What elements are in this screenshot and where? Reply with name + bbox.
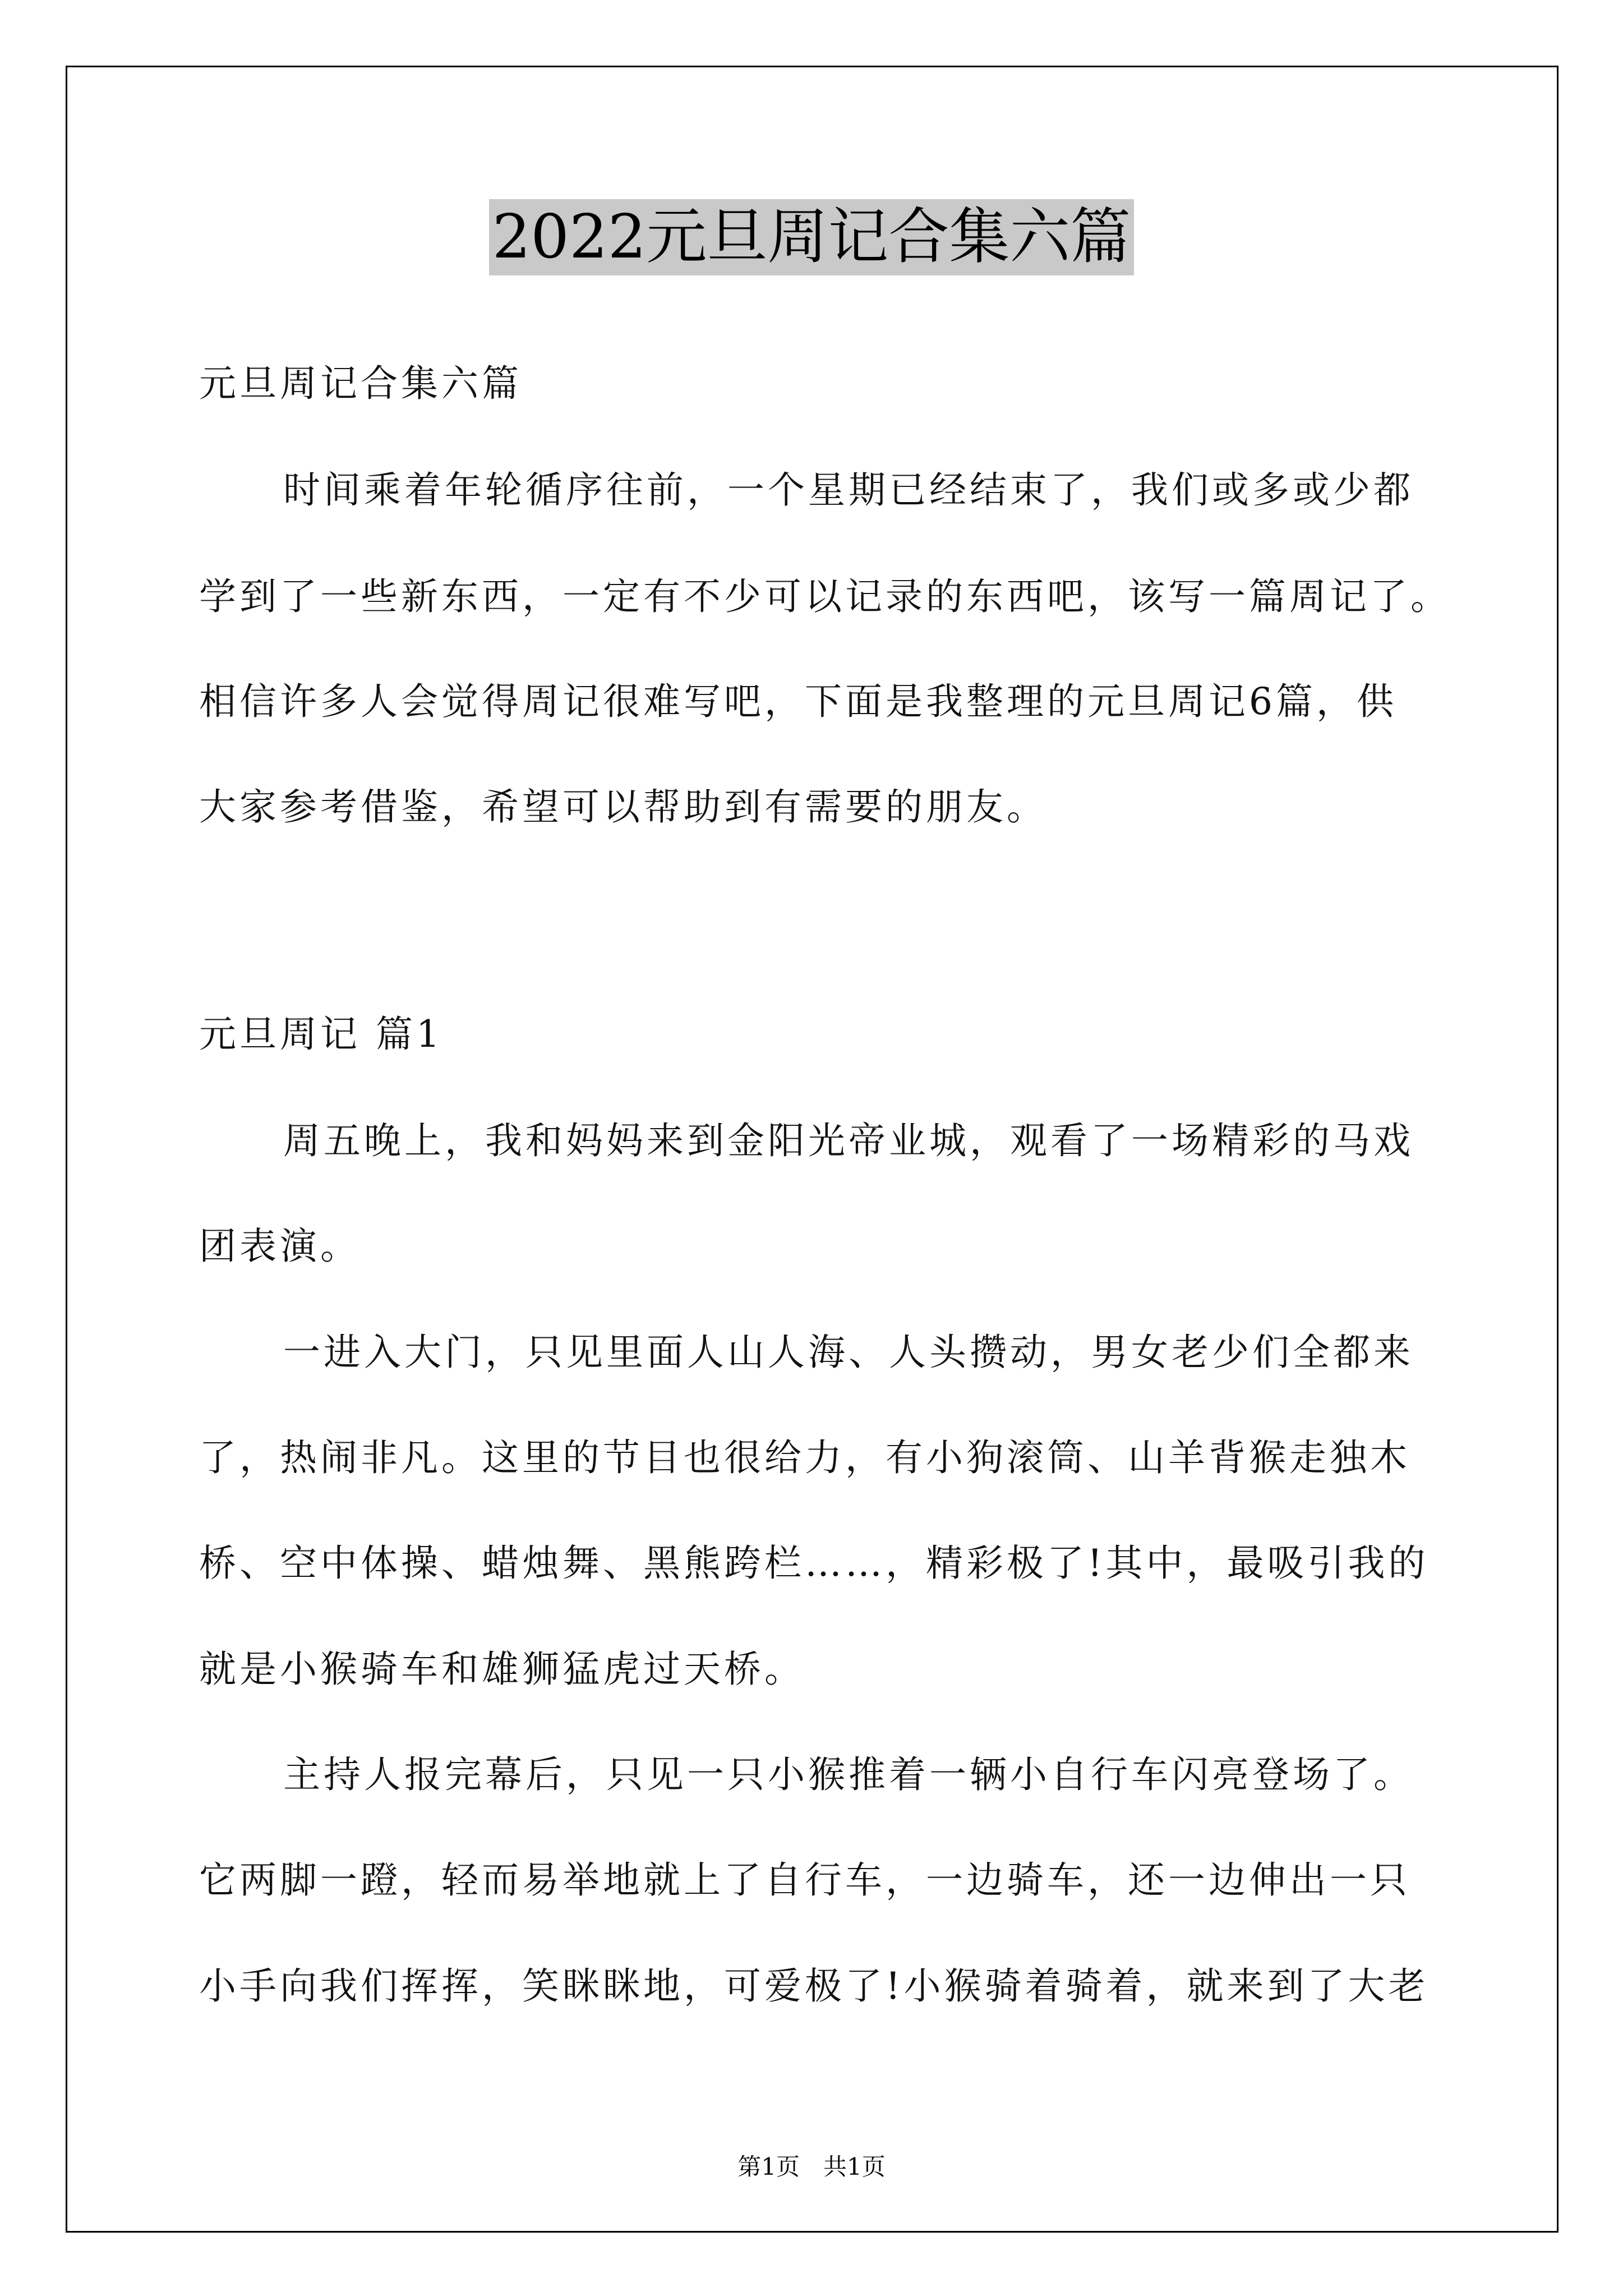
page-footer: 第1页 共1页 bbox=[737, 2153, 886, 2180]
title-block bbox=[0, 199, 1623, 275]
paragraph-line: 桥、空中体操、蜡烛舞、黑熊跨栏……，精彩极了!其中，最吸引我的 bbox=[199, 1542, 1429, 1585]
paragraph-line: 周五晚上，我和妈妈来到金阳光帝业城，观看了一场精彩的马戏 bbox=[283, 1119, 1414, 1162]
intro-line: 大家参考借鉴，希望可以帮助到有需要的朋友。 bbox=[199, 785, 1047, 829]
paragraph-line: 就是小猴骑车和雄狮猛虎过天桥。 bbox=[199, 1648, 805, 1691]
document-title: 2022元旦周记合集六篇 bbox=[489, 199, 1135, 275]
intro-line: 学到了一些新东西，一定有不少可以记录的东西吧，该写一篇周记了。 bbox=[199, 575, 1451, 618]
paragraph-line: 它两脚一蹬，轻而易举地就上了自行车，一边骑车，还一边伸出一只 bbox=[199, 1858, 1410, 1902]
paragraph-line: 团表演。 bbox=[199, 1225, 361, 1268]
paragraph-line: 一进入大门，只见里面人山人海、人头攒动，男女老少们全都来 bbox=[283, 1331, 1414, 1374]
intro-line: 时间乘着年轮循序往前，一个星期已经结束了，我们或多或少都 bbox=[283, 468, 1414, 512]
section-heading: 元旦周记 篇1 bbox=[199, 1013, 443, 1056]
paragraph-line: 主持人报完幕后，只见一只小猴推着一辆小自行车闪亮登场了。 bbox=[283, 1753, 1414, 1796]
intro-line: 相信许多人会觉得周记很难写吧，下面是我整理的元旦周记6篇，供 bbox=[199, 680, 1397, 723]
paragraph-line: 了，热闹非凡。这里的节目也很给力，有小狗滚筒、山羊背猴走独木 bbox=[199, 1436, 1410, 1479]
paragraph-line: 小手向我们挥挥，笑眯眯地，可爱极了!小猴骑着骑着，就来到了大老 bbox=[199, 1964, 1429, 2008]
document-subtitle: 元旦周记合集六篇 bbox=[199, 362, 522, 405]
